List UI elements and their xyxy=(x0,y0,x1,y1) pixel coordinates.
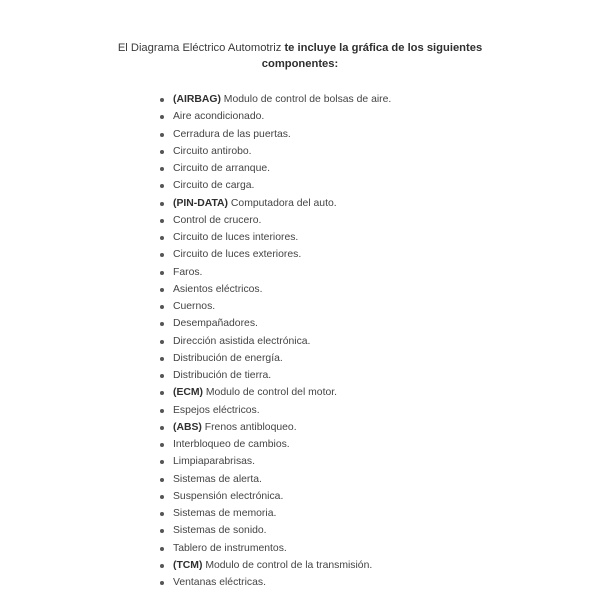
bullet-icon xyxy=(160,271,164,275)
bullet-icon xyxy=(160,98,164,102)
list-item xyxy=(159,453,391,470)
component-label: Distribución de tierra. xyxy=(173,370,272,381)
bullet-icon xyxy=(160,512,164,516)
list-item xyxy=(159,91,391,108)
list-item xyxy=(159,298,391,315)
component-label: Ventanas eléctricas. xyxy=(173,577,266,588)
intro-bold-text-continued: componentes: xyxy=(261,58,339,70)
component-label: Circuito antirobo. xyxy=(173,145,252,157)
component-label: Dirección asistida electrónica. xyxy=(173,335,311,347)
component-code: (PIN-DATA) xyxy=(173,197,229,209)
bullet-icon xyxy=(160,236,164,240)
list-item xyxy=(159,281,391,298)
bullet-icon xyxy=(160,564,164,568)
bullet-icon xyxy=(160,150,164,154)
component-label: Circuito de luces exteriores. xyxy=(173,249,302,261)
bullet-icon xyxy=(160,340,164,344)
component-label: Sistemas de sonido. xyxy=(173,525,267,537)
list-item xyxy=(159,471,391,488)
list-item xyxy=(159,402,391,419)
component-code: (ABS) xyxy=(173,421,202,433)
bullet-icon xyxy=(160,443,164,447)
bullet-icon xyxy=(160,219,164,223)
component-code: (TCM) xyxy=(173,559,203,571)
bullet-icon xyxy=(160,391,164,395)
list-item xyxy=(159,419,391,436)
bullet-icon xyxy=(160,167,164,171)
component-label: Circuito de arranque. xyxy=(173,163,271,174)
list-item xyxy=(159,126,391,143)
component-label: Desempañadores. xyxy=(173,318,258,330)
component-label: Limpiaparabrisas. xyxy=(173,456,256,468)
list-item xyxy=(159,436,391,453)
component-code: (AIRBAG) xyxy=(173,94,221,105)
component-label: Circuito de luces interiores. xyxy=(173,232,299,243)
bullet-icon xyxy=(160,357,164,361)
list-item xyxy=(159,505,391,522)
list-item xyxy=(159,160,391,177)
list-item xyxy=(159,229,391,246)
list-item xyxy=(159,540,391,557)
list-item xyxy=(159,143,391,160)
list-item xyxy=(159,177,391,194)
component-label: Modulo de control de bolsas de aire. xyxy=(220,94,392,105)
component-label: Modulo de control del motor. xyxy=(203,387,338,399)
list-item xyxy=(159,333,391,350)
component-label: Computadora del auto. xyxy=(228,197,337,209)
intro-paragraph xyxy=(100,40,500,72)
list-item xyxy=(159,315,391,332)
intro-bold-text: te incluye la gráfica de los siguientes xyxy=(284,42,483,54)
component-label: Sistemas de alerta. xyxy=(173,473,262,485)
component-label: Asientos eléctricos. xyxy=(173,283,263,295)
component-label: Frenos antibloqueo. xyxy=(201,421,297,433)
list-item xyxy=(159,246,391,263)
bullet-icon xyxy=(160,253,164,257)
list-item xyxy=(159,384,391,401)
bullet-icon xyxy=(160,184,164,188)
list-item xyxy=(159,574,391,591)
component-code: (ECM) xyxy=(173,387,204,399)
list-item xyxy=(159,108,391,125)
component-label: Cuernos. xyxy=(173,301,216,312)
bullet-icon xyxy=(160,305,164,309)
bullet-icon xyxy=(160,581,164,585)
component-label: Control de crucero. xyxy=(173,214,262,226)
list-item xyxy=(159,367,391,384)
bullet-icon xyxy=(160,495,164,499)
list-item xyxy=(159,557,391,574)
list-item xyxy=(159,350,391,367)
component-label: Faros. xyxy=(173,266,203,278)
component-label: Distribución de energía. xyxy=(173,352,283,364)
component-list xyxy=(159,91,391,591)
bullet-icon xyxy=(160,409,164,413)
bullet-icon xyxy=(160,202,164,206)
component-label: Modulo de control de la transmisión. xyxy=(202,559,373,571)
bullet-icon xyxy=(160,288,164,292)
bullet-icon xyxy=(160,426,164,430)
list-item xyxy=(159,212,391,229)
list-item xyxy=(159,195,391,212)
bullet-icon xyxy=(160,115,164,119)
list-item xyxy=(159,522,391,539)
component-label: Aire acondicionado. xyxy=(173,111,265,123)
component-label: Cerradura de las puertas. xyxy=(173,128,291,140)
list-item xyxy=(159,264,391,281)
component-label: Espejos eléctricos. xyxy=(173,404,260,416)
bullet-icon xyxy=(160,547,164,551)
component-label: Suspensión electrónica. xyxy=(173,490,284,502)
bullet-icon xyxy=(160,478,164,482)
list-item xyxy=(159,488,391,505)
bullet-icon xyxy=(160,460,164,464)
bullet-icon xyxy=(160,529,164,533)
component-label: Circuito de carga. xyxy=(173,180,255,192)
bullet-icon xyxy=(160,322,164,326)
component-label: Interbloqueo de cambios. xyxy=(173,439,290,450)
bullet-icon xyxy=(160,133,164,137)
component-label: Tablero de instrumentos. xyxy=(173,542,287,554)
bullet-icon xyxy=(160,374,164,378)
component-label: Sistemas de memoria. xyxy=(173,508,277,519)
intro-plain-text: El Diagrama Eléctrico Automotriz xyxy=(117,42,285,54)
